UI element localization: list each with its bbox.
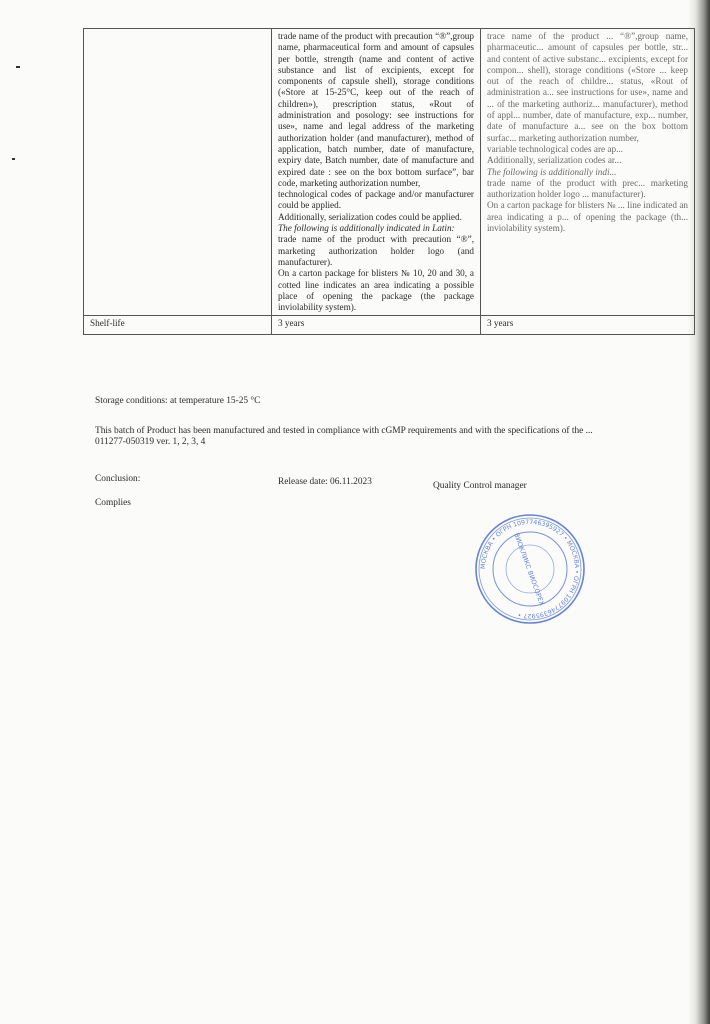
signatory-title: Quality Control manager [433, 481, 527, 491]
table-cell-result [481, 29, 695, 316]
release-date: Release date: 06.11.2023 [278, 477, 372, 487]
scan-speck [12, 158, 15, 160]
table-cell-specification [272, 29, 481, 316]
company-stamp-icon [474, 510, 586, 628]
cell-paragraph-italic: The following is additionally indicated in Latin: [278, 223, 455, 234]
cell-paragraph: Additionally, serialization codes could be applied. [278, 211, 462, 222]
shelf-life-spec: 3 years [272, 316, 481, 335]
batch-statement-specification: 011277-050319 ver. 1, 2, 3, 4 [95, 437, 206, 447]
storage-conditions: Storage conditions: at temperature 15-25 °C [95, 396, 261, 406]
scan-speck [16, 66, 20, 68]
conclusion-label: Conclusion: [95, 474, 141, 484]
cell-paragraph: technological codes of package and/or manufacturer could be applied. [278, 189, 474, 211]
cell-paragraph-italic: The following is additionally indi... [487, 166, 617, 177]
shelf-life-label: Shelf-life [84, 316, 272, 335]
stamp-ring-text: МОСКВА • ОГРН 1097746395927 • МОСКВА • ОГРН 1097746395927 • [479, 518, 581, 620]
cell-paragraph: Additionally, serialization codes ar... [487, 155, 622, 166]
cell-paragraph: On a carton package for blisters № 10, 20 and 30, a cotted line indicates an area indicating a possible place of opening the package (the package inviolability system). [278, 268, 474, 313]
table-cell-parameter [84, 29, 272, 316]
stamp-center-text: ВИОКЛИКС ВИОСОРЕХ [512, 531, 546, 607]
cell-paragraph: trade name of the product with precaution “®”, marketing authorization holder logo (and manufacturer). [278, 234, 474, 267]
cell-paragraph: trade name of the product with prec... marketing authorization holder logo ... manufacturer). [487, 177, 688, 200]
cell-paragraph: On a carton package for blisters № ... line indicated an area indicating a p... of opening the package (th... inviolability system). [487, 200, 688, 234]
conclusion-value: Complies [95, 498, 131, 508]
shelf-life-result: 3 years [481, 316, 695, 335]
cell-paragraph: trade name of the product with precaution “®”,group name, pharmaceutical form and amount of capsules per bottle, strength (name and content of active substance and list of excipients, except for components of capsule shell), storage conditions («Store at 15-25°C, keep out of the reach of children»), prescription status, «Rout of administration and posology: see instructions for use», name and legal address of the marketing authorization holder (and manufacturer), method of application, batch number, date of manufacture, expiry date, Batch number, date of manufacture and expired date : see on the box bottom surface”, bar code, marketing authorization number, [278, 31, 474, 188]
batch-statement: This batch of Product has been manufactured and tested in compliance with cGMP requirements and with the specifications of the ... [95, 426, 593, 436]
specification-table [83, 28, 695, 335]
table-row [84, 29, 695, 316]
cell-paragraph: variable technological codes are ap... [487, 143, 623, 154]
table-row [84, 316, 695, 335]
cell-paragraph: trace name of the product ... “®”,group name, pharmaceutic... amount of capsules per bottle, str... and content of active substanc... excipients, except for compon... shell), storage conditions («Store ... keep out of the reach of childre... status, «Rout of administration a... see instructions for use», name and ... of the marketing authoriz... manufacturer), method of appl... number, date of manufacture, exp... number, date of manufacture a... see on the box bottom surfac... marketing authorization number, [487, 31, 688, 143]
